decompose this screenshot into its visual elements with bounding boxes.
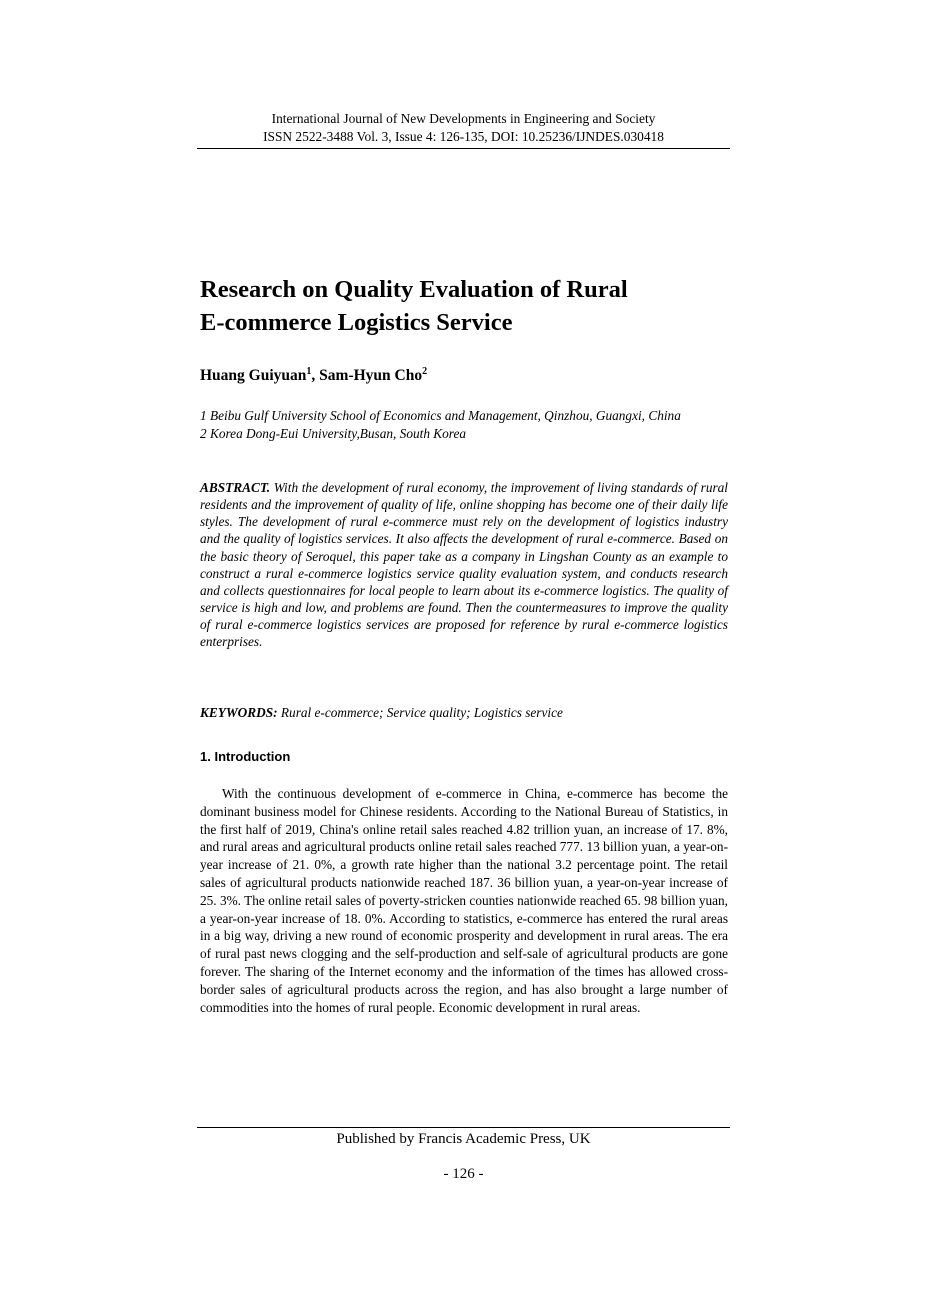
keywords-label: KEYWORDS: (200, 705, 278, 720)
author-affil-mark: 1 (306, 366, 312, 377)
author-affil-mark: 2 (422, 366, 428, 377)
abstract-text: With the development of rural economy, the improvement of living standards of rural residents and the improvement of quality of life, online shopping has become one of their daily life styles. The development of rural e-commerce must rely on the development of logistics industry and the quality of logistics services. It also affects the development of rural e-commerce. Based on the basic theory of Seroquel, this paper take as a company in Lingshan County as an example to construct a rural e-commerce logistics service quality evaluation system, and conducts research and collects questionnaires for local people to learn about its e-commerce logistics. The quality of service is high and low, and problems are found. Then the countermeasures to improve the quality of rural e-commerce logistics services are proposed for reference by rural e-commerce logistics enterprises. (200, 480, 728, 650)
keywords (200, 704, 728, 721)
header-divider (197, 148, 730, 149)
body-paragraph: With the continuous development of e-commerce in China, e-commerce has become the dominant business model for Chinese residents. According to the National Bureau of Statistics, in the first half of 2019, China's online retail sales reached 4.82 trillion yuan, an increase of 17. 8%, and rural areas and agricultural products online retail sales reached 777. 13 billion yuan, a year-on-year increase of 21. 0%, a growth rate higher than the national 3.2 percentage point. The retail sales of agricultural products nationwide reached 187. 36 billion yuan, a year-on-year increase of 25. 3%. The online retail sales of poverty-stricken counties nationwide reached 65. 98 billion yuan, a year-on-year increase of 18. 0%. According to statistics, e-commerce has entered the rural areas in a big way, driving a new round of economic prosperity and development in rural areas. The era of rural past news clogging and the self-production and self-sale of agricultural products are gone forever. The sharing of the Internet economy and the information of the times has allowed cross-border sales of agricultural products across the region, and has also brought a large number of commodities into the homes of rural people. Economic development in rural areas. (200, 786, 728, 1015)
journal-name: International Journal of New Developments in Engineering and Society (271, 111, 656, 126)
author-name: Sam-Hyun Cho (319, 367, 423, 385)
affiliation: 2 Korea Dong-Eui University,Busan, South Korea (200, 425, 467, 441)
page-number: - 126 - (443, 1166, 484, 1182)
author-name: Huang Guiyuan (200, 367, 307, 385)
journal-header (197, 110, 730, 146)
title-line-2: E-commerce Logistics Service (200, 309, 513, 336)
paper-title (200, 273, 740, 339)
abstract-label: ABSTRACT. (200, 480, 271, 495)
publisher-line: Published by Francis Academic Press, UK (336, 1131, 591, 1147)
section-heading: 1. Introduction (200, 749, 291, 764)
affiliation: 1 Beibu Gulf University School of Economics and Management, Qinzhou, Guangxi, China (200, 408, 681, 423)
affiliations (200, 407, 728, 442)
keywords-text: Rural e-commerce; Service quality; Logistics service (277, 705, 563, 720)
footer-divider (197, 1127, 730, 1128)
issn-line: ISSN 2522-3488 Vol. 3, Issue 4: 126-135, DOI: 10.25236/IJNDES.030418 (263, 129, 664, 144)
abstract (200, 479, 728, 651)
title-line-1: Research on Quality Evaluation of Rural (200, 276, 628, 303)
author-list (200, 366, 427, 385)
author-separator: , (311, 367, 320, 385)
